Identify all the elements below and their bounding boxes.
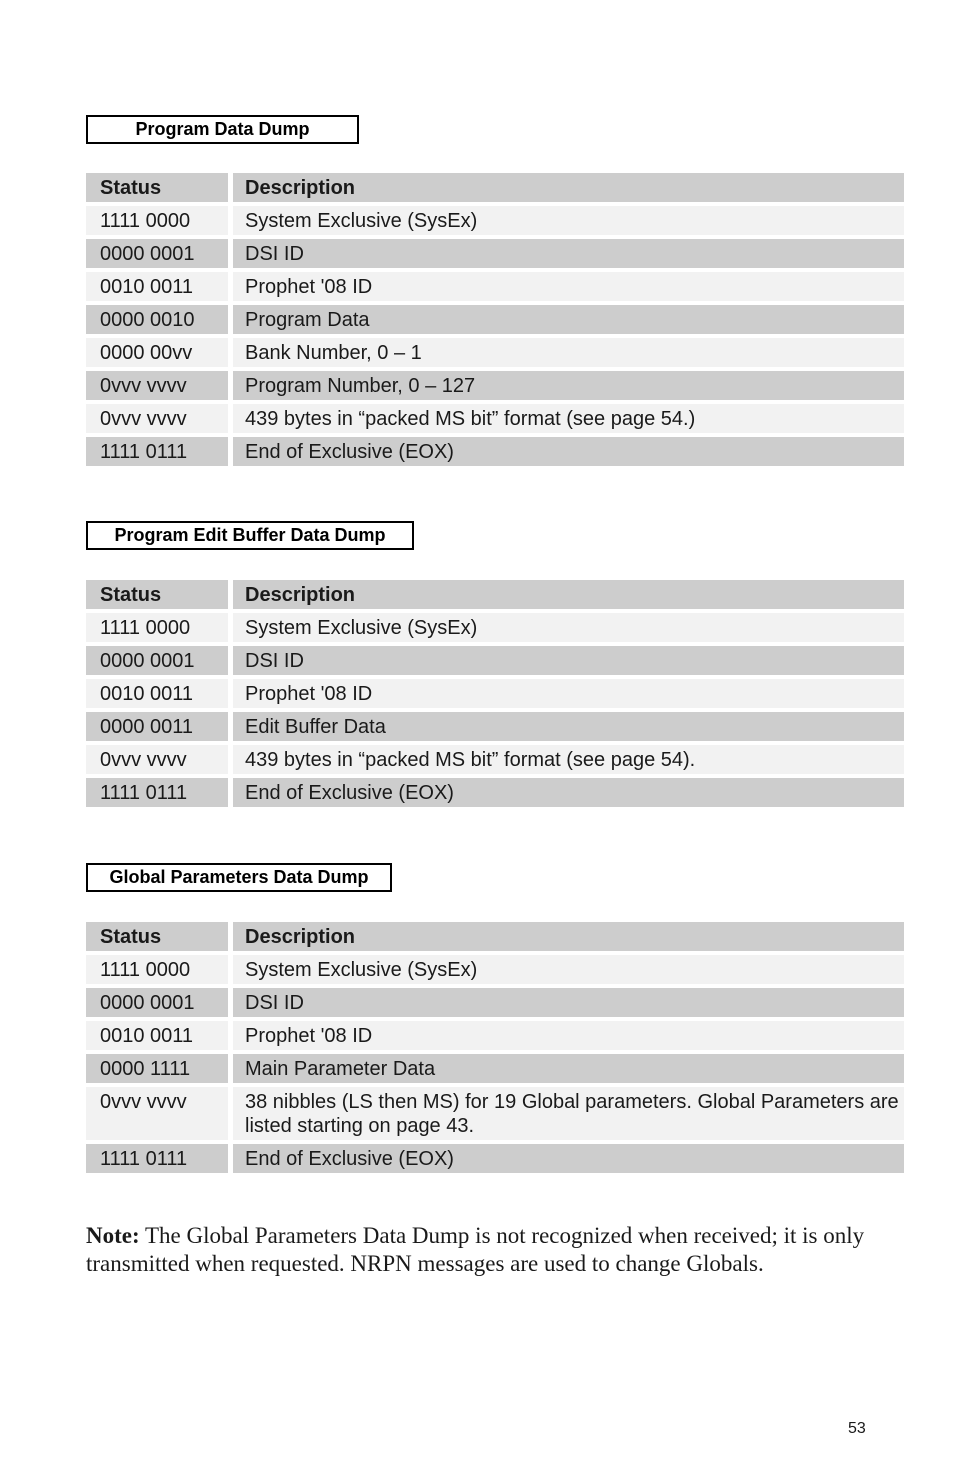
description-cell: Main Parameter Data [233,1054,904,1083]
section-global-parameters-data-dump [86,863,904,1170]
table-header-row [86,922,904,951]
status-cell: 0vvv vvvv [86,404,228,433]
description-cell: DSI ID [233,239,904,268]
table-row [86,613,904,642]
status-cell: 0000 0011 [86,712,228,741]
status-cell: 1111 0111 [86,437,228,466]
table-row [86,988,904,1017]
table-row [86,712,904,741]
table-row [86,955,904,984]
table-row [86,371,904,400]
section-title: Program Edit Buffer Data Dump [86,521,414,550]
status-cell: 1111 0000 [86,206,228,235]
description-cell: System Exclusive (SysEx) [233,955,904,984]
header-description: Description [233,173,904,202]
table-row [86,778,904,807]
header-status: Status [86,173,228,202]
table-global-parameters-data-dump [86,922,904,1177]
status-cell: 0000 0001 [86,646,228,675]
description-cell: 439 bytes in “packed MS bit” format (see page 54). [233,745,904,774]
table-row [86,437,904,466]
header-status: Status [86,580,228,609]
table-row [86,404,904,433]
description-cell: End of Exclusive (EOX) [233,437,904,466]
description-cell: End of Exclusive (EOX) [233,778,904,807]
header-description: Description [233,922,904,951]
section-title: Global Parameters Data Dump [86,863,392,892]
table-row [86,679,904,708]
status-cell: 0vvv vvvv [86,745,228,774]
section-program-edit-buffer-data-dump [86,521,904,804]
description-cell: Bank Number, 0 – 1 [233,338,904,367]
table-row [86,1021,904,1050]
description-cell: Edit Buffer Data [233,712,904,741]
description-cell: DSI ID [233,988,904,1017]
table-header-row [86,580,904,609]
status-cell: 0010 0011 [86,272,228,301]
table-row [86,239,904,268]
status-cell: 0010 0011 [86,679,228,708]
status-cell: 0000 0010 [86,305,228,334]
table-header-row [86,173,904,202]
table-row [86,1054,904,1083]
status-cell: 0000 0001 [86,239,228,268]
note-paragraph [86,1222,876,1278]
description-cell: End of Exclusive (EOX) [233,1144,904,1173]
description-cell: Prophet '08 ID [233,1021,904,1050]
description-cell: Program Number, 0 – 127 [233,371,904,400]
table-row [86,305,904,334]
note-label: Note: [86,1223,140,1248]
header-description: Description [233,580,904,609]
status-cell: 1111 0000 [86,955,228,984]
section-title: Program Data Dump [86,115,359,144]
table-row [86,206,904,235]
status-cell: 0vvv vvvv [86,1087,228,1140]
description-cell: DSI ID [233,646,904,675]
status-cell: 0000 1111 [86,1054,228,1083]
table-row [86,1144,904,1173]
description-cell: Prophet '08 ID [233,679,904,708]
table-row [86,745,904,774]
status-cell: 1111 0000 [86,613,228,642]
table-row [86,338,904,367]
section-program-data-dump [86,115,904,463]
status-cell: 1111 0111 [86,778,228,807]
description-cell: System Exclusive (SysEx) [233,206,904,235]
table-row [86,646,904,675]
page-number: 53 [848,1420,866,1437]
note-text: The Global Parameters Data Dump is not recognized when received; it is only transmitted when requested. NRPN messages are used to change Globals. [86,1223,865,1276]
description-cell: 38 nibbles (LS then MS) for 19 Global parameters. Global Parameters are listed starting on page 43. [233,1087,904,1140]
status-cell: 0000 0001 [86,988,228,1017]
table-row [86,1087,904,1140]
table-program-data-dump [86,173,904,470]
status-cell: 0000 00vv [86,338,228,367]
status-cell: 0vvv vvvv [86,371,228,400]
table-row [86,272,904,301]
table-program-edit-buffer-data-dump [86,580,904,811]
header-status: Status [86,922,228,951]
description-cell: 439 bytes in “packed MS bit” format (see page 54.) [233,404,904,433]
description-cell: Prophet '08 ID [233,272,904,301]
status-cell: 0010 0011 [86,1021,228,1050]
status-cell: 1111 0111 [86,1144,228,1173]
description-cell: Program Data [233,305,904,334]
description-cell: System Exclusive (SysEx) [233,613,904,642]
